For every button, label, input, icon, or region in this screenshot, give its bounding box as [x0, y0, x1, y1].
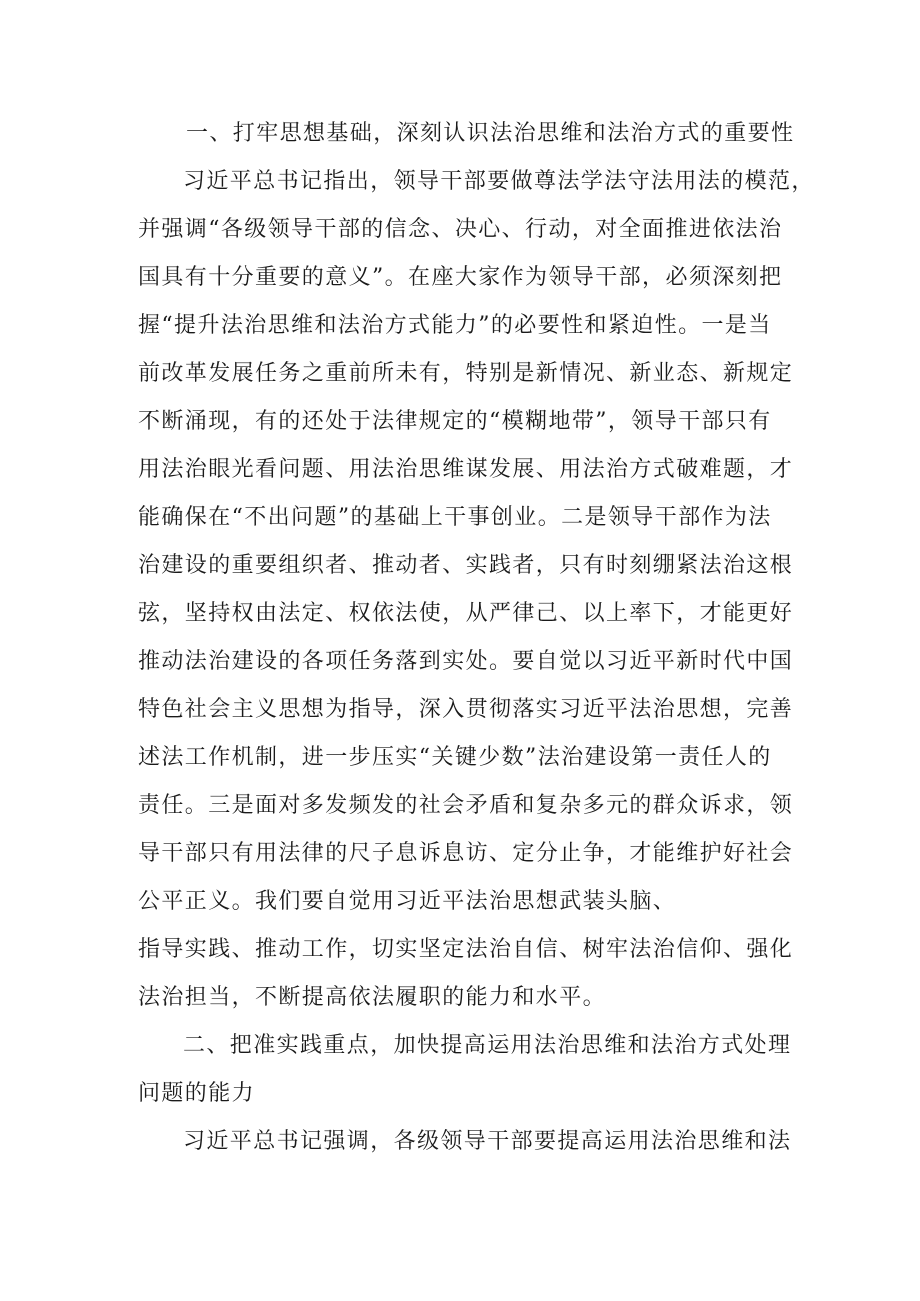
paragraph-line: 公平正义。我们要自觉用习近平法治思想武装头脑、: [138, 889, 677, 914]
paragraph-line: 并强调“各级领导干部的信念、决心、行动，对全面推进依法治: [138, 217, 783, 242]
paragraph-line: 能确保在“不出问题”的基础上干事创业。二是领导干部作为法: [138, 505, 772, 530]
paragraph-line: 导干部只有用法律的尺子息诉息访、定分止争，才能维护好社会: [138, 841, 794, 866]
document-body: [138, 110, 815, 1166]
paragraph-line: 责任。三是面对多发频发的社会矛盾和复杂多元的群众诉求，领: [138, 793, 794, 818]
paragraph-line: 弦，坚持权由法定、权依法使，从严律己、以上率下，才能更好: [138, 601, 794, 626]
paragraph-line: 习近平总书记指出，领导干部要做尊法学法守法用法的模范，: [183, 169, 815, 194]
section-heading-2: 二、把准实践重点，加快提高运用法治思维和法治方式处理: [183, 1033, 792, 1058]
paragraph-line: 指导实践、推动工作，切实坚定法治自信、树牢法治信仰、强化: [138, 937, 794, 962]
paragraph-line: 国具有十分重要的意义”。在座大家作为领导干部，必须深刻把: [138, 265, 783, 290]
paragraph-line: 法治担当，不断提高依法履职的能力和水平。: [138, 985, 607, 1010]
paragraph-line: 不断涌现，有的还处于法律规定的“模糊地带”，领导干部只有: [138, 409, 772, 434]
paragraph-line: 推动法治建设的各项任务落到实处。要自觉以习近平新时代中国: [138, 649, 794, 674]
paragraph-line: 特色社会主义思想为指导，深入贯彻落实习近平法治思想，完善: [138, 697, 794, 722]
paragraph-line: 用法治眼光看问题、用法治思维谋发展、用法治方式破难题，才: [138, 457, 794, 482]
section-heading-1: 一、打牢思想基础，深刻认识法治思维和法治方式的重要性: [186, 121, 795, 146]
paragraph-line: 治建设的重要组织者、推动者、实践者，只有时刻绷紧法治这根: [138, 553, 794, 578]
section-heading-2-continuation: 问题的能力: [138, 1081, 256, 1106]
paragraph-line: 习近平总书记强调，各级领导干部要提高运用法治思维和法: [183, 1129, 792, 1154]
paragraph-line: 述法工作机制，进一步压实“关键少数”法治建设第一责任人的: [138, 745, 772, 770]
paragraph-line: 前改革发展任务之重前所未有，特别是新情况、新业态、新规定: [138, 361, 794, 386]
paragraph-line: 握“提升法治思维和法治方式能力”的必要性和紧迫性。一是当: [138, 313, 772, 338]
